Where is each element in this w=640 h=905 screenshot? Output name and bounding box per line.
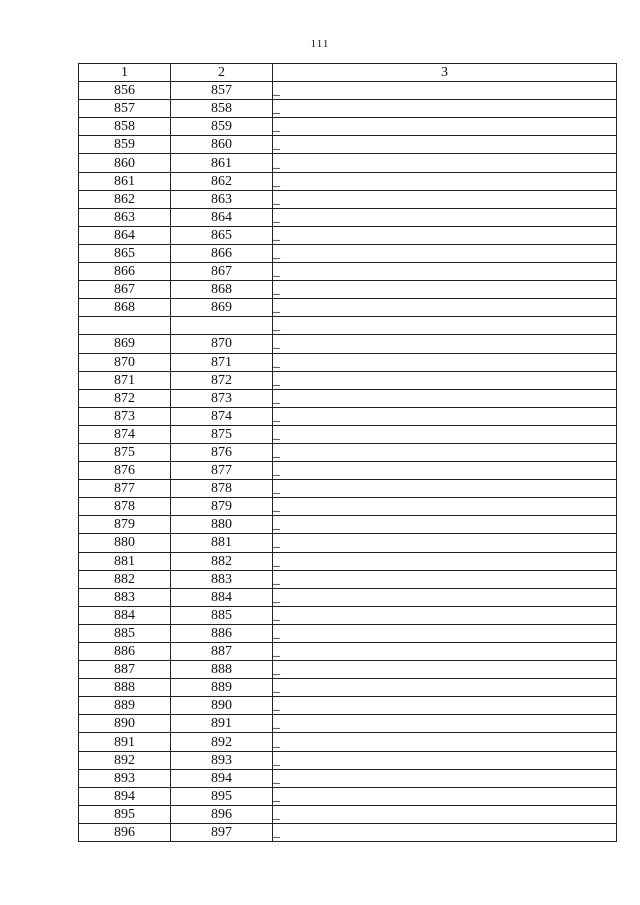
next-number-cell: 860: [171, 136, 273, 154]
description-cell: _: [273, 516, 617, 534]
data-table: [78, 63, 617, 842]
row-number-cell: 868: [79, 299, 171, 317]
column-header-1: 1: [79, 64, 171, 82]
row-number-cell: 892: [79, 751, 171, 769]
row-number-cell: 882: [79, 570, 171, 588]
row-number-cell: 880: [79, 534, 171, 552]
description-cell: _: [273, 208, 617, 226]
next-number-cell: 863: [171, 190, 273, 208]
description-cell: _: [273, 425, 617, 443]
next-number-cell: 871: [171, 353, 273, 371]
row-number-cell: 863: [79, 208, 171, 226]
row-number-cell: 893: [79, 769, 171, 787]
table-body: [79, 82, 617, 842]
row-number-cell: 856: [79, 82, 171, 100]
row-number-cell: 861: [79, 172, 171, 190]
description-cell: _: [273, 136, 617, 154]
next-number-cell: 857: [171, 82, 273, 100]
description-cell: _: [273, 172, 617, 190]
row-number-cell: 873: [79, 407, 171, 425]
table-row: [79, 172, 617, 190]
table-row: [79, 661, 617, 679]
row-number-cell: 872: [79, 389, 171, 407]
description-cell: _: [273, 281, 617, 299]
row-number-cell: 881: [79, 552, 171, 570]
description-cell: _: [273, 787, 617, 805]
row-number-cell: 859: [79, 136, 171, 154]
next-number-cell: 891: [171, 715, 273, 733]
description-cell: _: [273, 733, 617, 751]
description-cell: _: [273, 697, 617, 715]
row-number-cell: 869: [79, 335, 171, 353]
next-number-cell: 894: [171, 769, 273, 787]
description-cell: _: [273, 317, 617, 335]
table-row: [79, 154, 617, 172]
description-cell: _: [273, 389, 617, 407]
row-number-cell: 885: [79, 624, 171, 642]
table-row: [79, 136, 617, 154]
description-cell: _: [273, 335, 617, 353]
table-row: [79, 679, 617, 697]
row-number-cell: 858: [79, 118, 171, 136]
table-row: [79, 498, 617, 516]
row-number-cell: 862: [79, 190, 171, 208]
table-row: [79, 100, 617, 118]
row-number-cell: 867: [79, 281, 171, 299]
row-number-cell: 870: [79, 353, 171, 371]
description-cell: _: [273, 480, 617, 498]
next-number-cell: 873: [171, 389, 273, 407]
table-row: [79, 263, 617, 281]
row-number-cell: 887: [79, 661, 171, 679]
description-cell: _: [273, 299, 617, 317]
table-row: [79, 588, 617, 606]
next-number-cell: 869: [171, 299, 273, 317]
description-cell: _: [273, 190, 617, 208]
row-number-cell: 875: [79, 443, 171, 461]
table-row: [79, 769, 617, 787]
table-row: [79, 697, 617, 715]
row-number-cell: 860: [79, 154, 171, 172]
table-row: [79, 425, 617, 443]
description-cell: _: [273, 643, 617, 661]
next-number-cell: 880: [171, 516, 273, 534]
table-row: [79, 82, 617, 100]
table-row: [79, 462, 617, 480]
next-number-cell: 888: [171, 661, 273, 679]
table-row: [79, 335, 617, 353]
row-number-cell: 888: [79, 679, 171, 697]
next-number-cell: 872: [171, 371, 273, 389]
description-cell: _: [273, 624, 617, 642]
next-number-cell: 870: [171, 335, 273, 353]
table-header: [79, 64, 617, 82]
next-number-cell: 896: [171, 805, 273, 823]
next-number-cell: 884: [171, 588, 273, 606]
table-row: [79, 443, 617, 461]
next-number-cell: 867: [171, 263, 273, 281]
description-cell: _: [273, 679, 617, 697]
row-number-cell: 857: [79, 100, 171, 118]
next-number-cell: 887: [171, 643, 273, 661]
header-row: [79, 64, 617, 82]
table-row: [79, 118, 617, 136]
next-number-cell: 862: [171, 172, 273, 190]
table-row: [79, 371, 617, 389]
table-row: [79, 733, 617, 751]
next-number-cell: 859: [171, 118, 273, 136]
description-cell: _: [273, 407, 617, 425]
description-cell: _: [273, 371, 617, 389]
description-cell: _: [273, 118, 617, 136]
description-cell: _: [273, 606, 617, 624]
row-number-cell: 865: [79, 244, 171, 262]
description-cell: _: [273, 715, 617, 733]
description-cell: _: [273, 534, 617, 552]
next-number-cell: 864: [171, 208, 273, 226]
table-row: [79, 208, 617, 226]
next-number-cell: 890: [171, 697, 273, 715]
table-row: [79, 281, 617, 299]
row-number-cell: [79, 317, 171, 335]
row-number-cell: 871: [79, 371, 171, 389]
next-number-cell: 874: [171, 407, 273, 425]
next-number-cell: [171, 317, 273, 335]
next-number-cell: 883: [171, 570, 273, 588]
next-number-cell: 866: [171, 244, 273, 262]
next-number-cell: 893: [171, 751, 273, 769]
row-number-cell: 877: [79, 480, 171, 498]
next-number-cell: 885: [171, 606, 273, 624]
table-row: [79, 787, 617, 805]
description-cell: _: [273, 154, 617, 172]
table-row: [79, 715, 617, 733]
row-number-cell: 866: [79, 263, 171, 281]
next-number-cell: 889: [171, 679, 273, 697]
row-number-cell: 864: [79, 226, 171, 244]
next-number-cell: 875: [171, 425, 273, 443]
description-cell: _: [273, 823, 617, 841]
table-row: [79, 552, 617, 570]
row-number-cell: 890: [79, 715, 171, 733]
table-row: [79, 299, 617, 317]
next-number-cell: 868: [171, 281, 273, 299]
row-number-cell: 889: [79, 697, 171, 715]
description-cell: _: [273, 588, 617, 606]
next-number-cell: 879: [171, 498, 273, 516]
next-number-cell: 892: [171, 733, 273, 751]
description-cell: _: [273, 751, 617, 769]
table-row: [79, 624, 617, 642]
table-row: [79, 570, 617, 588]
next-number-cell: 877: [171, 462, 273, 480]
next-number-cell: 897: [171, 823, 273, 841]
row-number-cell: 884: [79, 606, 171, 624]
row-number-cell: 883: [79, 588, 171, 606]
table-row: [79, 480, 617, 498]
table-row: [79, 606, 617, 624]
description-cell: _: [273, 244, 617, 262]
row-number-cell: 896: [79, 823, 171, 841]
table-row: [79, 190, 617, 208]
description-cell: _: [273, 769, 617, 787]
next-number-cell: 861: [171, 154, 273, 172]
row-number-cell: 895: [79, 805, 171, 823]
row-number-cell: 878: [79, 498, 171, 516]
table-row: [79, 534, 617, 552]
row-number-cell: 886: [79, 643, 171, 661]
row-number-cell: 891: [79, 733, 171, 751]
table-row: [79, 643, 617, 661]
table-row: [79, 226, 617, 244]
table-row: [79, 353, 617, 371]
description-cell: _: [273, 462, 617, 480]
page-number: 111: [310, 38, 330, 50]
next-number-cell: 865: [171, 226, 273, 244]
table-row: [79, 805, 617, 823]
description-cell: _: [273, 443, 617, 461]
description-cell: _: [273, 552, 617, 570]
description-cell: _: [273, 498, 617, 516]
next-number-cell: 881: [171, 534, 273, 552]
next-number-cell: 876: [171, 443, 273, 461]
description-cell: _: [273, 226, 617, 244]
table-row: [79, 516, 617, 534]
description-cell: _: [273, 263, 617, 281]
table-row: [79, 317, 617, 335]
description-cell: _: [273, 570, 617, 588]
row-number-cell: 894: [79, 787, 171, 805]
table-row: [79, 389, 617, 407]
table-row: [79, 407, 617, 425]
next-number-cell: 882: [171, 552, 273, 570]
next-number-cell: 878: [171, 480, 273, 498]
next-number-cell: 895: [171, 787, 273, 805]
next-number-cell: 886: [171, 624, 273, 642]
next-number-cell: 858: [171, 100, 273, 118]
description-cell: _: [273, 82, 617, 100]
description-cell: _: [273, 661, 617, 679]
table-row: [79, 751, 617, 769]
row-number-cell: 879: [79, 516, 171, 534]
row-number-cell: 876: [79, 462, 171, 480]
row-number-cell: 874: [79, 425, 171, 443]
column-header-3: 3: [273, 64, 617, 82]
table-row: [79, 244, 617, 262]
description-cell: _: [273, 353, 617, 371]
column-header-2: 2: [171, 64, 273, 82]
description-cell: _: [273, 100, 617, 118]
table-row: [79, 823, 617, 841]
description-cell: _: [273, 805, 617, 823]
